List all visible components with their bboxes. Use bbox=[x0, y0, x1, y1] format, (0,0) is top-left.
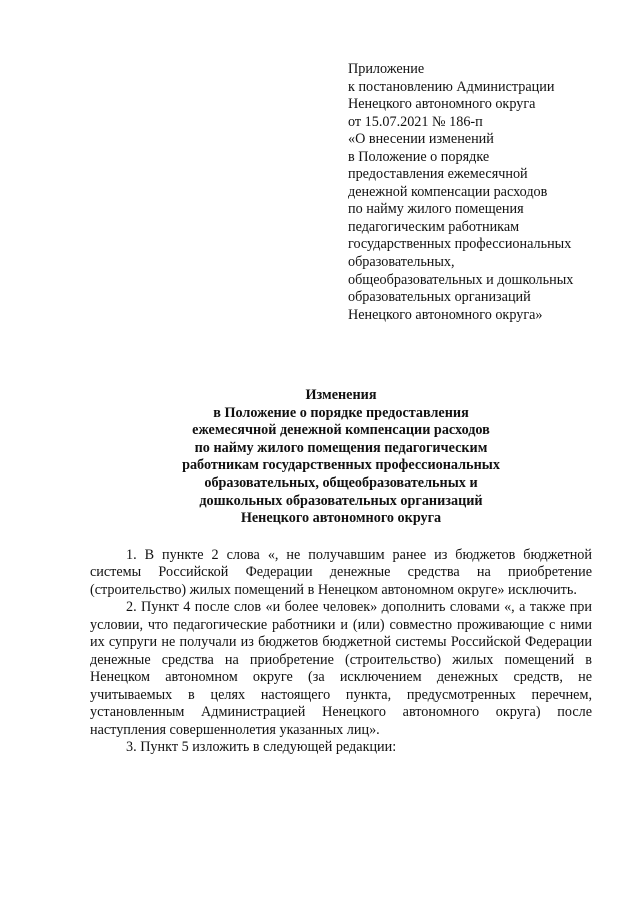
title-line: по найму жилого помещения педагогическим bbox=[194, 439, 488, 456]
title-line: ежемесячной денежной компенсации расходов bbox=[192, 422, 490, 439]
appendix-header bbox=[348, 61, 608, 324]
appendix-line: по найму жилого помещения bbox=[348, 201, 524, 218]
title-line: Ненецкого автономного округа bbox=[240, 510, 442, 527]
appendix-line: Ненецкого автономного округа bbox=[348, 96, 536, 113]
appendix-line: образовательных, bbox=[348, 254, 455, 271]
document-title bbox=[90, 387, 592, 528]
document-body bbox=[90, 547, 592, 756]
appendix-line: предоставления ежемесячной bbox=[348, 166, 528, 183]
appendix-line: государственных профессиональных bbox=[348, 236, 572, 253]
title-line: работникам государственных профессиональных bbox=[182, 457, 500, 474]
appendix-line: в Положение о порядке bbox=[348, 148, 490, 165]
appendix-line: от 15.07.2021 № 186-п bbox=[348, 113, 483, 130]
appendix-line: «О внесении изменений bbox=[348, 131, 494, 148]
appendix-line: Ненецкого автономного округа» bbox=[348, 306, 543, 323]
appendix-line: денежной компенсации расходов bbox=[348, 183, 548, 200]
paragraph-1: 1. В пункте 2 слова «, не получавшим ранее из бюджетов бюджетной системы Российской Федерации денежные средства на приобретение (строительство) жилых помещений в Ненецком автономном округе» исключить. bbox=[90, 547, 592, 598]
appendix-line: к постановлению Администрации bbox=[348, 78, 555, 95]
title-line: образовательных, общеобразовательных и bbox=[204, 474, 478, 491]
paragraph-2: 2. Пункт 4 после слов «и более человек» дополнить словами «, а также при условии, что педагогические работники и (или) совместно проживающие с ними их супруги не получали из бюджетов бюджетной системы Российской Федерации денежные средства на приобретение (строительство) жилых помещений в Ненецком автономном округе (за исключением денежных средств, не учитываемых в целях настоящего пункта, предусмотренных перечнем, установленным Администрацией Ненецкого автономного округа) после наступления совершеннолетия указанных лиц». bbox=[90, 599, 592, 738]
title-line: в Положение о порядке предоставления bbox=[213, 404, 469, 421]
paragraph-3: 3. Пункт 5 изложить в следующей редакции: bbox=[126, 738, 397, 755]
appendix-line: Приложение bbox=[348, 61, 425, 77]
title-line: Изменения bbox=[305, 387, 377, 403]
title-line: дошкольных образовательных организаций bbox=[199, 492, 483, 509]
appendix-line: образовательных организаций bbox=[348, 289, 531, 306]
appendix-line: педагогическим работникам bbox=[348, 218, 520, 235]
appendix-line: общеобразовательных и дошкольных bbox=[348, 271, 574, 288]
